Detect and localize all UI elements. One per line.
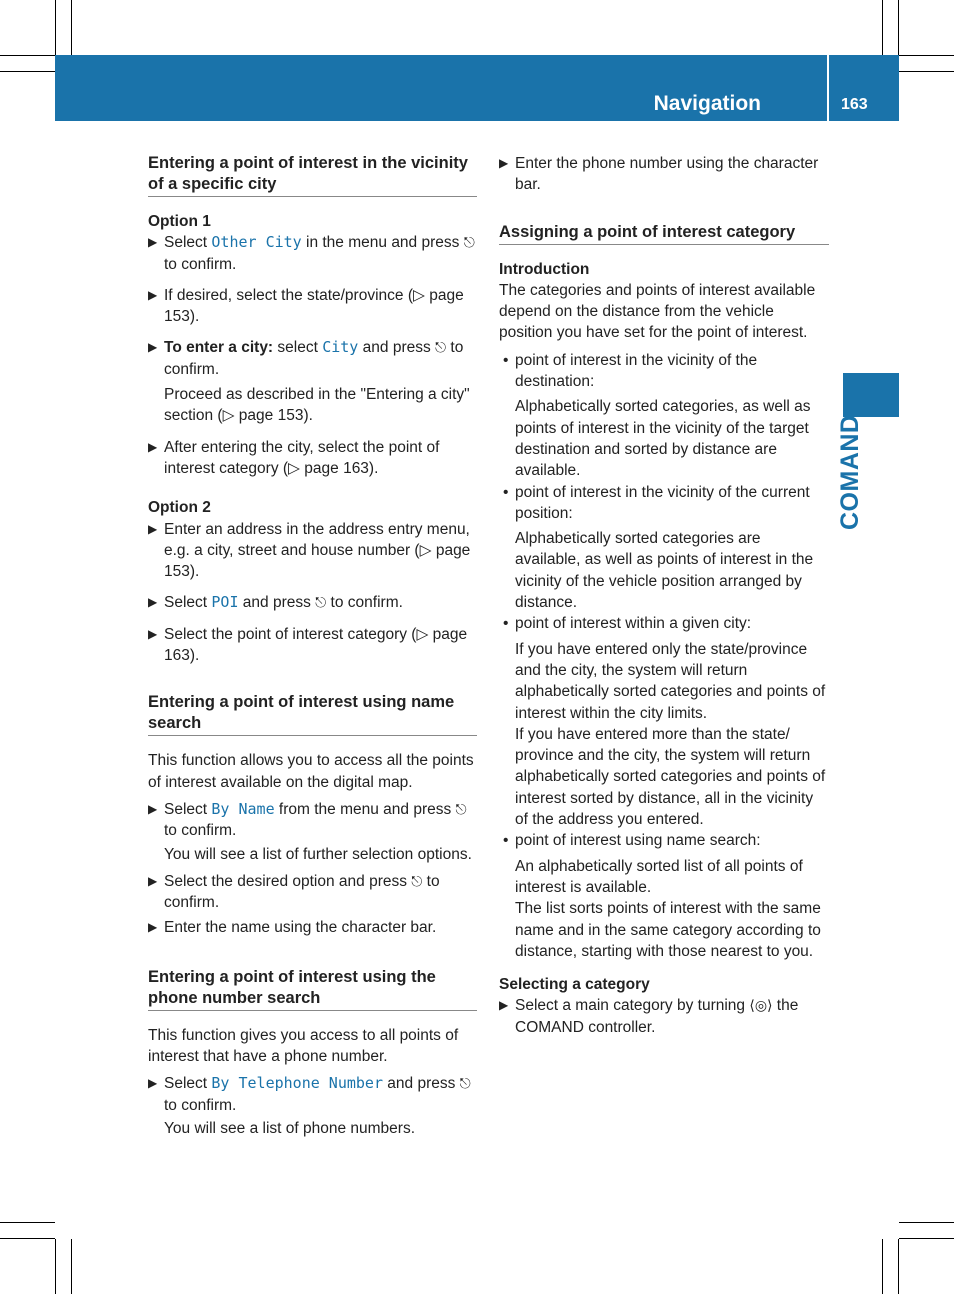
menu-item: Other City bbox=[211, 233, 302, 252]
arrow-icon: ▶ bbox=[148, 521, 158, 536]
instruction-step: ▶ Enter the phone number using the character bar. bbox=[499, 155, 819, 194]
crop-mark bbox=[899, 1222, 954, 1223]
instruction-step: ▶ Select By Name from the menu and press ⎋ to confirm. bbox=[148, 799, 467, 840]
note-text: Alphabetically sorted categories, as well as points of interest in the vicinity of the target destination and sorted by distance are available. bbox=[515, 398, 811, 480]
section-heading: Entering a point of interest using name search bbox=[148, 692, 477, 736]
instruction-step: ▶ Enter the name using the character bar. bbox=[148, 917, 477, 938]
instruction-step: ▶ Select a main category by turning ⟨◎⟩ the COMAND controller. bbox=[499, 997, 799, 1036]
crop-mark bbox=[899, 1238, 954, 1239]
note-text: Alphabetically sorted categories are available, as well as points of interest in the vicinity of the vehicle position arranged by distance. bbox=[515, 530, 814, 612]
list-item: • point of interest within a given city: bbox=[499, 613, 829, 634]
menu-item: City bbox=[322, 338, 359, 357]
subsection-heading: Selecting a category bbox=[499, 976, 650, 994]
instruction-step: ▶ Select the point of interest category (▷ page 163). bbox=[148, 625, 468, 665]
instruction-step: ▶ If desired, select the state/province (▷ page 153). bbox=[148, 286, 464, 326]
bullet-icon: • bbox=[503, 351, 509, 369]
crop-mark bbox=[55, 1239, 56, 1294]
section-heading: Entering a point of interest using the phone number search bbox=[148, 967, 477, 1011]
instruction-step: ▶ Select the desired option and press ⎋ to confirm. bbox=[148, 872, 440, 912]
arrow-icon: ▶ bbox=[499, 156, 509, 170]
arrow-icon: ▶ bbox=[148, 1076, 158, 1091]
list-item: • point of interest using name search: bbox=[499, 830, 829, 851]
crop-mark bbox=[0, 71, 55, 72]
section-heading: Assigning a point of interest category bbox=[499, 222, 829, 245]
press-controller-icon: ⎋ bbox=[315, 594, 327, 611]
arrow-icon: ▶ bbox=[148, 287, 158, 302]
crop-mark bbox=[882, 0, 883, 55]
instruction-step: ▶ Enter an address in the address entry menu, e.g. a city, street and house number (▷ page 153). bbox=[148, 520, 471, 581]
right-column bbox=[499, 153, 829, 1048]
note-text: If you have entered more than the state/ province and the city, the system will return alphabetically sorted categories and points of interest sorted by distance, all in the vicinity of the address you entered. bbox=[515, 725, 826, 829]
menu-item: By Name bbox=[211, 799, 275, 818]
list-item: • point of interest in the vicinity of the destination: bbox=[503, 351, 758, 391]
crop-mark bbox=[898, 1239, 899, 1294]
instruction-step: ▶ Select By Telephone Number and press ⎋ to confirm. bbox=[148, 1074, 471, 1114]
note-text: You will see a list of further selection options. bbox=[164, 845, 472, 863]
option-heading: Option 2 bbox=[148, 499, 211, 517]
press-controller-icon: ⎋ bbox=[455, 800, 467, 817]
list-item: • point of interest in the vicinity of the current position: bbox=[503, 483, 810, 522]
page-number: 163 bbox=[841, 96, 868, 113]
bullet-icon: • bbox=[503, 832, 509, 850]
arrow-icon: ▶ bbox=[148, 340, 158, 355]
instruction-step: ▶ After entering the city, select the point of interest category (▷ page 163). bbox=[148, 438, 440, 477]
arrow-icon: ▶ bbox=[148, 626, 158, 641]
header-divider bbox=[827, 55, 829, 121]
press-controller-icon: ⎋ bbox=[411, 872, 423, 889]
press-controller-icon: ⎋ bbox=[459, 1075, 471, 1092]
note-text: An alphabetically sorted list of all points of interest is available. bbox=[515, 857, 803, 896]
intro-text: The categories and points of interest available depend on the distance from the vehicle position you have set for the point of interest. bbox=[499, 281, 816, 342]
instruction-step: ▶ To enter a city: select City and press ⎋ to confirm. bbox=[148, 338, 464, 378]
crop-mark bbox=[898, 0, 899, 55]
note-text: You will see a list of phone numbers. bbox=[164, 1119, 416, 1137]
side-tab bbox=[843, 373, 899, 417]
intro-text: This function gives you access to all points of interest that have a phone number. bbox=[148, 1026, 459, 1066]
crop-mark bbox=[55, 0, 56, 55]
note-text: Proceed as described in the "Entering a city" section (▷ page 153). bbox=[164, 386, 470, 425]
crop-mark bbox=[0, 1238, 55, 1239]
press-controller-icon: ⎋ bbox=[463, 234, 475, 251]
turn-controller-icon: ⟨◎⟩ bbox=[749, 997, 773, 1014]
crop-mark bbox=[882, 1239, 883, 1294]
section-title: Navigation bbox=[653, 92, 761, 115]
note-text: If you have entered only the state/province and the city, the system will return alphabetically sorted categories and points of interest within the city limits. bbox=[515, 640, 826, 722]
crop-mark bbox=[0, 1222, 55, 1223]
side-label: COMAND bbox=[836, 414, 864, 530]
bullet-icon: • bbox=[503, 483, 509, 501]
instruction-step: ▶ Select Other City in the menu and press ⎋ to confirm. bbox=[148, 233, 475, 273]
page-header bbox=[55, 55, 899, 121]
arrow-icon: ▶ bbox=[499, 998, 509, 1013]
subsection-heading: Introduction bbox=[499, 260, 590, 278]
section-heading: Entering a point of interest in the vicinity of a specific city bbox=[148, 153, 477, 197]
press-controller-icon: ⎋ bbox=[435, 339, 447, 356]
crop-mark bbox=[71, 1239, 72, 1294]
arrow-icon: ▶ bbox=[148, 235, 158, 250]
menu-item: By Telephone Number bbox=[211, 1074, 383, 1093]
arrow-icon: ▶ bbox=[148, 595, 158, 610]
arrow-icon: ▶ bbox=[148, 439, 158, 454]
left-column bbox=[148, 153, 477, 1139]
arrow-icon: ▶ bbox=[148, 873, 158, 888]
bullet-icon: • bbox=[503, 615, 509, 633]
menu-item: POI bbox=[211, 593, 239, 612]
crop-mark bbox=[899, 71, 954, 72]
crop-mark bbox=[71, 0, 72, 55]
arrow-icon: ▶ bbox=[148, 801, 158, 816]
arrow-icon: ▶ bbox=[148, 920, 158, 935]
instruction-step: ▶ Select POI and press ⎋ to confirm. bbox=[148, 592, 477, 613]
intro-text: This function allows you to access all the points of interest available on the digital map. bbox=[148, 752, 474, 791]
crop-mark bbox=[0, 55, 55, 56]
option-heading: Option 1 bbox=[148, 213, 211, 230]
note-text: The list sorts points of interest with the same name and in the same category according to distance, starting with those nearest to you. bbox=[515, 900, 821, 960]
crop-mark bbox=[899, 55, 954, 56]
